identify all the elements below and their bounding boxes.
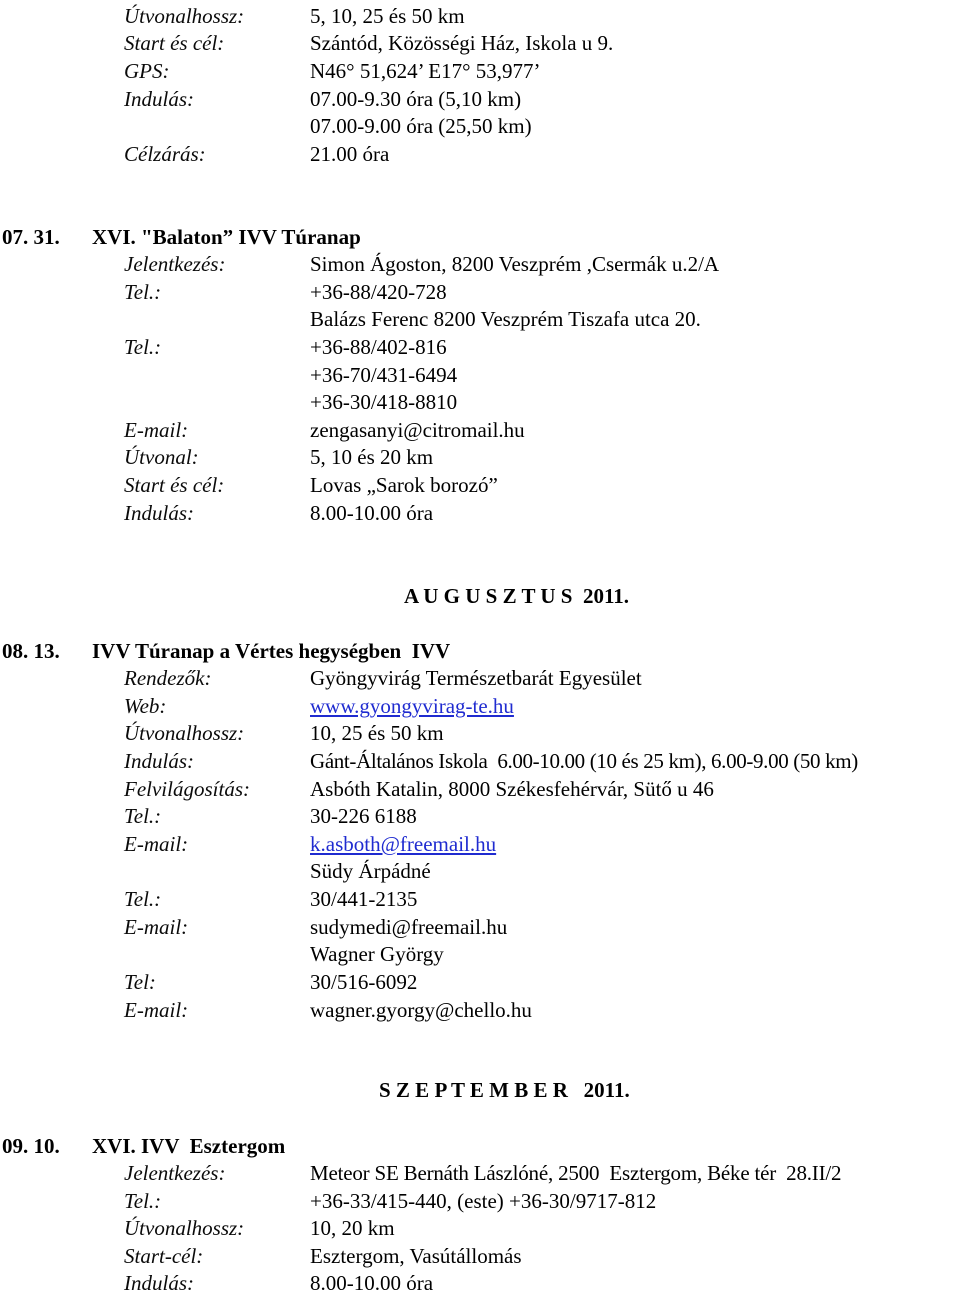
row-value: 30-226 6188 [310,804,417,828]
month-heading: A U G U S Z T U S 2011. [404,584,630,608]
row-value: +36-33/415-440, (este) +36-30/9717-812 [310,1189,657,1213]
row-value: Balázs Ferenc 8200 Veszprém Tiszafa utca 20. [310,307,701,331]
row-label: E-mail: [124,418,189,442]
row-label: Tel: [124,970,156,994]
row-value: 5, 10 és 20 km [310,445,434,469]
row-value: +36-88/420-728 [310,280,447,304]
row-value: N46° 51,624’ E17° 53,977’ [310,59,541,83]
row-value: 07.00-9.00 óra (25,50 km) [310,114,532,138]
month-heading: S Z E P T E M B E R 2011. [379,1078,630,1102]
row-value: zengasanyi@citromail.hu [310,418,525,442]
row-value: Szántód, Közösségi Ház, Iskola u 9. [310,31,614,55]
row-value: sudymedi@freemail.hu [310,915,508,939]
row-value: 10, 25 és 50 km [310,721,444,745]
row-value [310,693,514,720]
row-label: Felvilágosítás: [124,777,250,801]
row-value: 8.00-10.00 óra [310,501,434,525]
row-label: Jelentkezés: [124,252,226,276]
row-label: Útvonalhossz: [124,1216,245,1240]
row-value: 30/516-6092 [310,970,418,994]
row-label: Indulás: [124,1271,194,1295]
row-value: 07.00-9.30 óra (5,10 km) [310,87,522,111]
row-value: Lovas „Sarok borozó” [310,473,498,497]
row-label: Tel.: [124,280,162,304]
row-value: 8.00-10.00 óra [310,1271,434,1295]
row-label: Célzárás: [124,142,206,166]
row-label: Tel.: [124,804,162,828]
row-label: E-mail: [124,998,189,1022]
row-label: Start-cél: [124,1244,204,1268]
row-label: Rendezők: [124,666,212,690]
row-label: Útvonal: [124,445,199,469]
row-value: Asbóth Katalin, 8000 Székesfehérvár, Sütő u 46 [310,777,714,801]
row-value: Südy Árpádné [310,859,431,883]
row-label: Indulás: [124,749,194,773]
row-value: +36-88/402-816 [310,335,447,359]
row-value: wagner.gyorgy@chello.hu [310,998,532,1022]
row-label: Útvonalhossz: [124,721,245,745]
row-label: Útvonalhossz: [124,4,245,28]
website-link[interactable]: www.gyongyvirag-te.hu [310,694,514,718]
event-title: XVI. IVV Esztergom [92,1134,286,1158]
row-label: GPS: [124,59,170,83]
row-label: Tel.: [124,335,162,359]
event-date: 09. 10. [2,1134,60,1158]
row-label: Tel.: [124,1189,162,1213]
row-value [310,831,496,858]
row-value: 5, 10, 25 és 50 km [310,4,465,28]
row-label: Start és cél: [124,31,225,55]
row-value: Meteor SE Bernáth Lászlóné, 2500 Esztergom, Béke tér 28.II/2 [310,1161,842,1185]
row-label: Web: [124,694,167,718]
row-label: Tel.: [124,887,162,911]
row-value: Gyöngyvirág Természetbarát Egyesület [310,666,642,690]
row-value: 30/441-2135 [310,887,418,911]
row-label: E-mail: [124,832,189,856]
event-title: XVI. "Balaton” IVV Túranap [92,225,361,249]
event-date: 08. 13. [2,639,60,663]
row-label: Indulás: [124,501,194,525]
row-label: Start és cél: [124,473,225,497]
row-value: Esztergom, Vasútállomás [310,1244,522,1268]
row-value: 21.00 óra [310,142,390,166]
event-date: 07. 31. [2,225,60,249]
email-link[interactable]: k.asboth@freemail.hu [310,832,497,856]
row-value: +36-30/418-8810 [310,390,458,414]
row-value: Wagner György [310,942,444,966]
row-value: Simon Ágoston, 8200 Veszprém ,Csermák u.2/A [310,252,720,276]
row-label: Indulás: [124,87,194,111]
row-value: 10, 20 km [310,1216,395,1240]
row-label: E-mail: [124,915,189,939]
row-label: Jelentkezés: [124,1161,226,1185]
row-value: +36-70/431-6494 [310,363,458,387]
event-title: IVV Túranap a Vértes hegységben IVV [92,639,451,663]
row-value: Gánt-Általános Iskola 6.00-10.00 (10 és 25 km), 6.00-9.00 (50 km) [310,749,858,773]
